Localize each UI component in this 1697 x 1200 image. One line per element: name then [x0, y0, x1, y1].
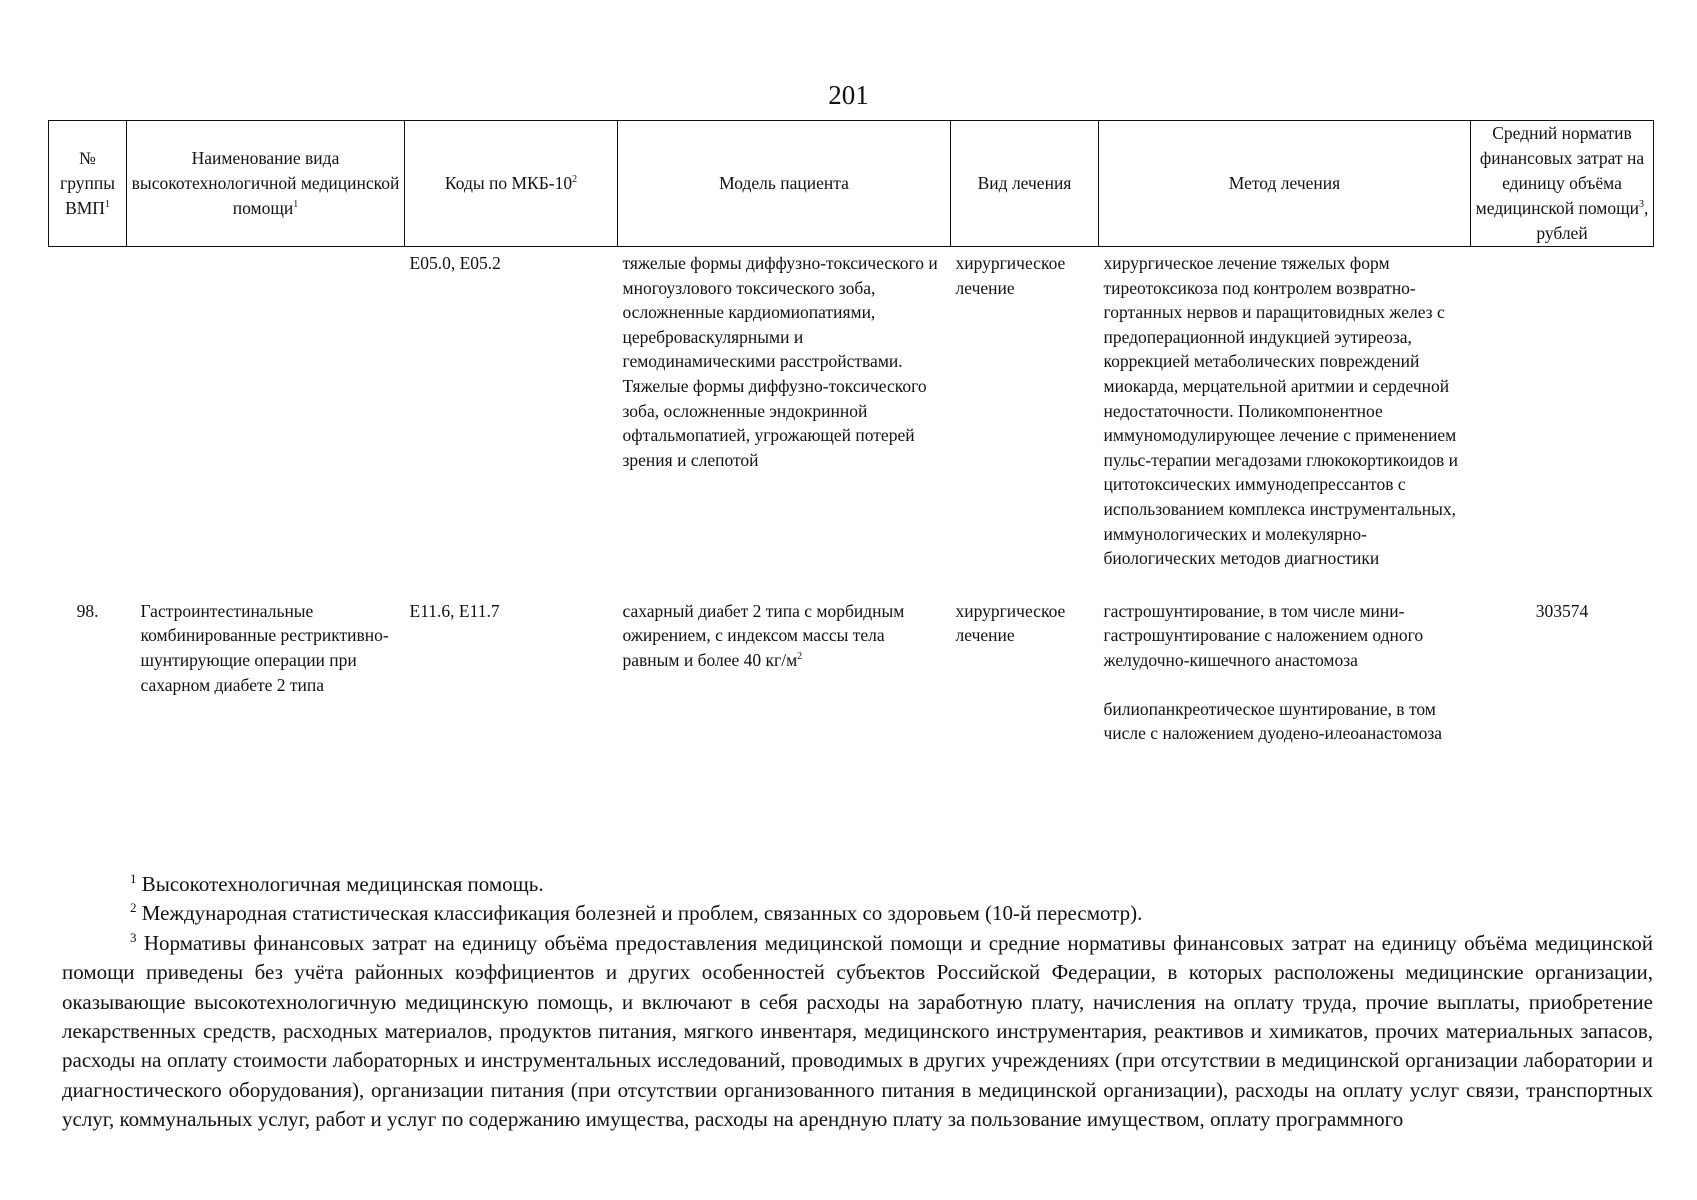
- footnote-3: $^3$ Нормативы финансовых затрат на единицу объёма предоставления медицинской помощи и средние нормативы финансовых затрат на единицу объёма медицинской помощи приведены без учёта районных коэффициентов и других особенностей субъектов Российской Федерации, в которых расположены медицинские организации, оказывающие высокотехнологичную медицинскую помощь, и включают в себя расходы на заработную плату, начисления на оплату труда, прочие выплаты, приобретение лекарственных средств, расходных материалов, продуктов питания, мягкого инвентаря, медицинского инструментария, реактивов и химикатов, прочих материальных запасов, расходы на оплату стоимости лабораторных и инструментальных исследований, проводимых в других учреждениях (при отсутствии в медицинской организации лаборатории и диагностического оборудования), организации питания (при отсутствии организованного питания в медицинской организации), расходы на оплату услуг связи, транспортных услуг, коммунальных услуг, работ и услуг по содержанию имущества, расходы на арендную плату за пользование имуществом, оплату программного: [62, 929, 1653, 1132]
- table-row: [49, 247, 1654, 599]
- header-vmp-name: Наименование вида высокотехнологичной медицинской помощи$^1$: [127, 121, 405, 247]
- footnotes: [62, 870, 1653, 1135]
- icd-codes-cell: E05.0, E05.2: [409, 253, 501, 273]
- group-number-cell: [49, 247, 127, 599]
- patient-model-cell: сахарный диабет 2 типа с морбидным ожирением, с индексом массы тела равным и более 40 $кг/м^2$: [622, 600, 905, 670]
- vmp-table: [48, 120, 1654, 746]
- footnote-1: $^1$ Высокотехнологичная медицинская помощь.: [130, 871, 544, 896]
- vmp-name-cell: [127, 247, 405, 599]
- header-average-cost: Средний норматив финансовых затрат на единицу объёма медицинской помощи$^3$, рублей: [1471, 121, 1654, 247]
- treatment-method-cell: [1099, 599, 1471, 746]
- average-cost-cell: 303574: [1535, 600, 1589, 621]
- header-patient-model: Модель пациента: [618, 121, 951, 247]
- treatment-method-text: хирургическое лечение тяжелых форм тиреотоксикоза под контролем возвратно-гортанных нервов и паращитовидных желез с предоперационной индукцией эутиреоза, коррекцией метаболических повреждений миокарда, мерцательной аритмии и сердечной недостаточности. Поликомпонентное иммуномодулирующее лечение с применением пульс-терапии мегадозами глюкокортикоидов и цитотоксических иммунодепрессантов с использованием комплекса инструментальных, иммунологических и молекулярно-биологических методов диагностики: [1103, 253, 1459, 569]
- treatment-type-cell: хирургическое лечение: [955, 253, 1066, 298]
- footnote-2: $^2$ Международная статистическая классификация болезней и проблем, связанных со здоровьем (10-й пересмотр).: [130, 900, 1143, 926]
- patient-model-cell: тяжелые формы диффузно-токсического и многоузлового токсического зоба, осложненные кардиомиопатиями, цереброваскулярными и гемодинамическими расстройствами. Тяжелые формы диффузно-токсического зоба, осложненные эндокринной офтальмопатией, угрожающей потерей зрения и слепотой: [622, 253, 938, 470]
- header-icd-codes: Коды по МКБ-$10^2$: [405, 121, 618, 247]
- table-header-row: [49, 121, 1654, 247]
- table-row: [49, 599, 1654, 746]
- vmp-name-cell: Гастроинтестинальные комбинированные рестриктивно-шунтирующие операции при сахарном диабете 2 типа: [140, 600, 389, 695]
- average-cost-cell: [1471, 247, 1654, 599]
- group-number-cell: 98.: [76, 600, 99, 621]
- treatment-method-text: гастрошунтирование, в том числе мини-гастрошунтирование с наложением одного желудочно-кишечного анастомоза: [1103, 600, 1424, 670]
- treatment-method-text: билиопанкреотическое шунтирование, в том числе с наложением дуодено-илеоанастомоза: [1103, 698, 1443, 744]
- treatment-type-cell: хирургическое лечение: [955, 600, 1066, 646]
- header-treatment-method: Метод лечения: [1099, 121, 1471, 247]
- header-treatment-type: Вид лечения: [951, 121, 1099, 247]
- treatment-method-cell: [1099, 247, 1471, 599]
- page-number: 201: [828, 80, 869, 110]
- header-group-number: № группы ВМП$^1$: [49, 121, 127, 247]
- icd-codes-cell: E11.6, E11.7: [409, 600, 500, 621]
